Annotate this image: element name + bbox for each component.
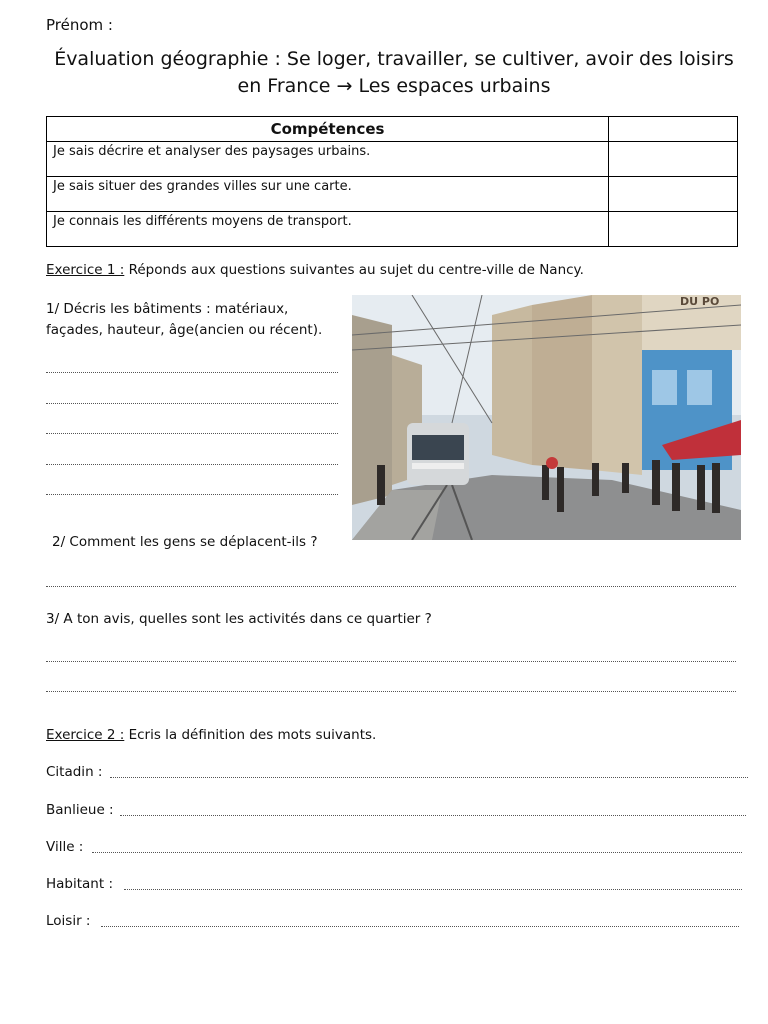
evaluation-cell-header — [609, 117, 738, 142]
question-3: 3/ A ton avis, quelles sont les activités dans ce quartier ? — [46, 611, 432, 627]
question-1-line-1: 1/ Décris les bâtiments : matériaux, — [46, 301, 289, 317]
definition-label-banlieue: Banlieue : — [46, 802, 114, 818]
definition-label-ville: Ville : — [46, 839, 84, 855]
answer-line[interactable] — [46, 494, 338, 495]
evaluation-cell[interactable] — [609, 142, 738, 177]
evaluation-cell[interactable] — [609, 212, 738, 247]
answer-line[interactable] — [46, 661, 736, 662]
exercise-2-heading — [46, 727, 376, 743]
exercise-1-instruction: Réponds aux questions suivantes au sujet du centre-ville de Nancy. — [124, 262, 584, 278]
title-line-1: Évaluation géographie : Se loger, travailler, se cultiver, avoir des loisirs — [54, 48, 734, 70]
exercise-2-instruction: Ecris la définition des mots suivants. — [124, 727, 377, 743]
definition-line-ville[interactable] — [92, 852, 742, 853]
answer-line[interactable] — [46, 372, 338, 373]
evaluation-cell[interactable] — [609, 177, 738, 212]
page-title — [40, 46, 748, 100]
question-1-line-2: façades, hauteur, âge(ancien ou récent). — [46, 322, 323, 338]
nancy-street-photo — [352, 295, 741, 540]
street-scene-illustration — [352, 295, 741, 540]
question-2: 2/ Comment les gens se déplacent-ils ? — [52, 534, 318, 550]
exercise-2-label: Exercice 2 : — [46, 727, 125, 743]
title-line-2: en France → Les espaces urbains — [237, 75, 551, 97]
definition-line-habitant[interactable] — [124, 889, 742, 890]
definition-line-citadin[interactable] — [110, 777, 748, 778]
definition-label-citadin: Citadin : — [46, 764, 103, 780]
competence-item: Je connais les différents moyens de transport. — [47, 212, 609, 247]
answer-line[interactable] — [46, 586, 736, 587]
competence-item: Je sais décrire et analyser des paysages urbains. — [47, 142, 609, 177]
first-name-label: Prénom : — [46, 16, 113, 34]
table-row — [47, 177, 738, 212]
answer-line[interactable] — [46, 464, 338, 465]
table-row — [47, 142, 738, 177]
shop-sign-text: DU PO — [680, 295, 720, 308]
competences-header: Compétences — [47, 117, 609, 142]
definition-label-habitant: Habitant : — [46, 876, 113, 892]
answer-line[interactable] — [46, 691, 736, 692]
definition-line-banlieue[interactable] — [120, 815, 746, 816]
question-1 — [46, 299, 322, 341]
exercise-1-heading — [46, 262, 584, 278]
competences-header-row — [47, 117, 738, 142]
exercise-1-label: Exercice 1 : — [46, 262, 125, 278]
definition-line-loisir[interactable] — [101, 926, 739, 927]
competence-item: Je sais situer des grandes villes sur une carte. — [47, 177, 609, 212]
answer-line[interactable] — [46, 433, 338, 434]
competences-table — [46, 116, 738, 247]
answer-line[interactable] — [46, 403, 338, 404]
table-row — [47, 212, 738, 247]
definition-label-loisir: Loisir : — [46, 913, 91, 929]
